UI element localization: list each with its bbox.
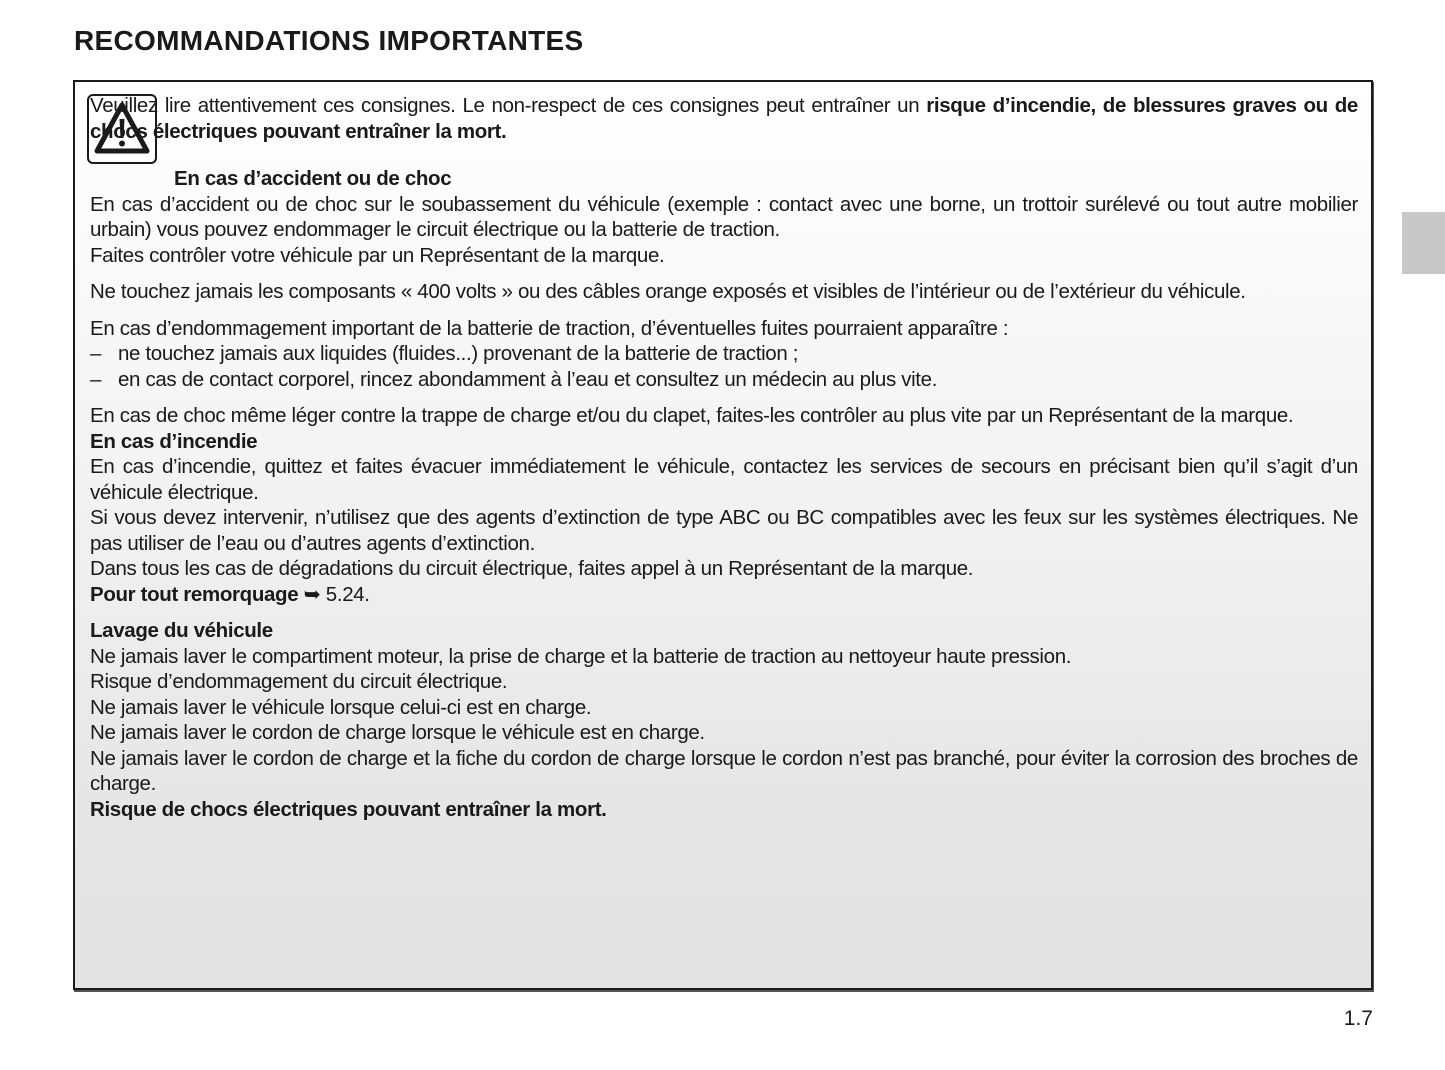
- list-item-text: en cas de contact corporel, rincez abondamment à l’eau et consultez un médecin au plus vite.: [118, 367, 938, 391]
- warning-content: [90, 93, 1358, 822]
- intro-bold-text: risque d’incendie, de blessures graves ou de chocs électriques pouvant entraîner la mort.: [90, 94, 1358, 143]
- heading-accident: En cas d’accident ou de choc: [174, 167, 452, 190]
- heading-fire: En cas d’incendie: [90, 429, 258, 453]
- fire-paragraph-2: Si vous devez intervenir, n’utilisez que des agents d’extinction de type ABC ou BC compatibles avec les feux sur les systèmes électriques. Ne pas utiliser de l’eau ou d’autres agents d’extinction.: [90, 506, 1358, 555]
- washing-line: Ne jamais laver le véhicule lorsque celui-ci est en charge.: [90, 695, 592, 719]
- section-side-tab: [1402, 212, 1445, 274]
- towing-page-link[interactable]: 5.24.: [320, 582, 370, 606]
- warning-box: [73, 80, 1373, 990]
- accident-paragraph-1: En cas d’accident ou de choc sur le soubassement du véhicule (exemple : contact avec une borne, un trottoir surélevé ou tout autre mobilier urbain) vous pouvez endommager le circuit électrique ou la batterie de traction.: [90, 192, 1358, 241]
- accident-paragraph-3: Ne touchez jamais les composants « 400 volts » ou des câbles orange exposés et visibles de l’intérieur ou de l’extérieur du véhicule.: [90, 280, 1246, 303]
- heading-washing: Lavage du véhicule: [90, 619, 273, 642]
- fire-paragraph-1: En cas d’incendie, quittez et faites évacuer immédiatement le véhicule, contactez les services de secours en précisant bien qu’il s’agit d’un véhicule électrique.: [90, 455, 1358, 504]
- dash-bullet: –: [90, 367, 102, 391]
- list-item-text: ne touchez jamais aux liquides (fluides...) provenant de la batterie de traction ;: [118, 342, 799, 365]
- washing-final-warning: Risque de chocs électriques pouvant entraîner la mort.: [90, 797, 607, 821]
- accident-paragraph-4: En cas d’endommagement important de la batterie de traction, d’éventuelles fuites pourraient apparaître :: [90, 316, 1009, 340]
- towing-reference: [90, 582, 1358, 608]
- washing-line: Risque d’endommagement du circuit électrique.: [90, 670, 508, 693]
- accident-paragraph-5: En cas de choc même léger contre la trappe de charge et/ou du clapet, faites-les contrôler au plus vite par un Représentant de la marque.: [90, 404, 1294, 427]
- dash-bullet: –: [90, 342, 102, 365]
- page-number: 1.7: [1343, 1007, 1373, 1030]
- page-title: RECOMMANDATIONS IMPORTANTES: [74, 25, 584, 56]
- washing-line: Ne jamais laver le cordon de charge et la fiche du cordon de charge lorsque le cordon n’est pas branché, pour éviter la corrosion des broches de charge.: [90, 746, 1358, 795]
- washing-line: Ne jamais laver le cordon de charge lorsque le véhicule est en charge.: [90, 721, 705, 744]
- towing-label: Pour tout remorquage: [90, 582, 299, 606]
- intro-paragraph: [90, 93, 1358, 144]
- arrow-reference-icon: ➥: [303, 582, 321, 606]
- intro-text: Veuillez lire attentivement ces consignes. Le non-respect de ces consignes peut entraîner un: [90, 94, 927, 117]
- list-item: [90, 341, 1358, 367]
- fire-paragraph-3: Dans tous les cas de dégradations du circuit électrique, faites appel à un Représentant de la marque.: [90, 557, 974, 580]
- list-item: [90, 367, 1358, 393]
- washing-line: Ne jamais laver le compartiment moteur, la prise de charge et la batterie de traction au nettoyeur haute pression.: [90, 644, 1072, 668]
- accident-paragraph-2: Faites contrôler votre véhicule par un Représentant de la marque.: [90, 243, 665, 267]
